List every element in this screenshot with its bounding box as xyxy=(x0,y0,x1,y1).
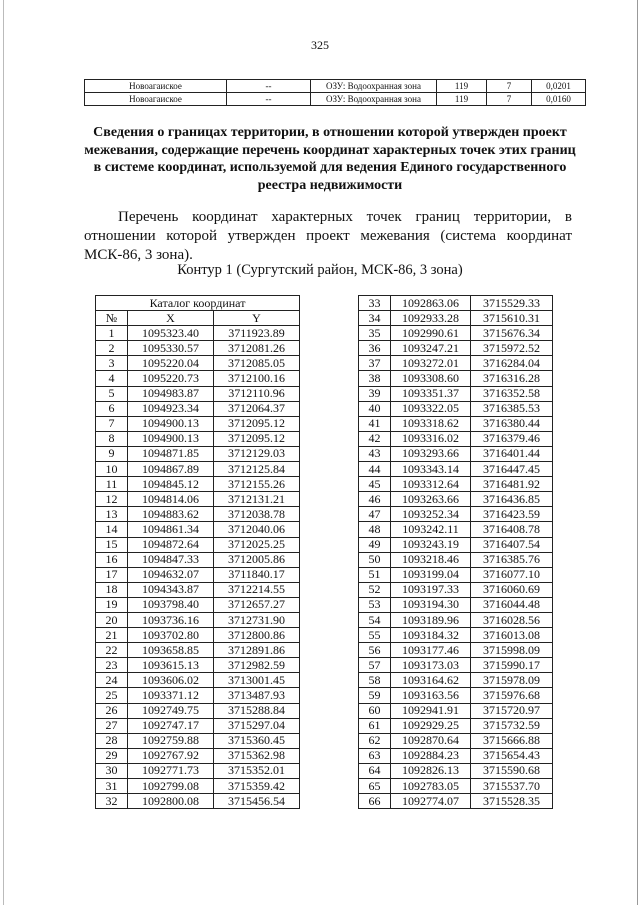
table-row xyxy=(96,763,300,778)
point-number: 7 xyxy=(96,416,128,431)
coordinate-x: 1092800.08 xyxy=(128,794,214,809)
table-row xyxy=(96,673,300,688)
coordinate-y: 3712038.78 xyxy=(214,507,300,522)
coordinate-x: 1093189.96 xyxy=(391,612,471,627)
table-row xyxy=(359,628,553,643)
point-number: 51 xyxy=(359,567,391,582)
coordinate-x: 1093199.04 xyxy=(391,567,471,582)
coordinate-x: 1093702.80 xyxy=(128,628,214,643)
coordinate-x: 1093658.85 xyxy=(128,643,214,658)
coordinate-y: 3716436.85 xyxy=(471,492,553,507)
coordinate-x: 1093798.40 xyxy=(128,597,214,612)
contour-caption: Контур 1 (Сургутский район, МСК-86, 3 зона) xyxy=(177,262,463,278)
table-row xyxy=(359,703,553,718)
point-number: 61 xyxy=(359,718,391,733)
point-number: 34 xyxy=(359,311,391,326)
coordinate-x: 1093318.62 xyxy=(391,416,471,431)
coordinate-x: 1092870.64 xyxy=(391,733,471,748)
point-number: 48 xyxy=(359,522,391,537)
coordinate-x: 1094867.89 xyxy=(128,462,214,477)
table-row xyxy=(96,748,300,763)
table-row xyxy=(359,446,553,461)
coordinate-y: 3715666.88 xyxy=(471,733,553,748)
table-row xyxy=(359,477,553,492)
point-number: 55 xyxy=(359,628,391,643)
coordinate-y: 3715590.68 xyxy=(471,763,553,778)
point-number: 10 xyxy=(96,462,128,477)
point-number: 16 xyxy=(96,552,128,567)
coordinate-x: 1094900.13 xyxy=(128,416,214,431)
table-row xyxy=(96,492,300,507)
coordinate-x: 1093163.56 xyxy=(391,688,471,703)
coordinate-y: 3716060.69 xyxy=(471,582,553,597)
point-number: 9 xyxy=(96,446,128,461)
scan-edge-right xyxy=(637,0,638,905)
coordinate-x: 1093736.16 xyxy=(128,612,214,627)
intro-paragraph: Перечень координат характерных точек границ территории, в отношении которой утвержден проект межевания (система координат МСК-86, 3 зона). xyxy=(84,209,572,263)
column-header-row xyxy=(96,311,300,326)
table-row xyxy=(359,492,553,507)
coordinate-y: 3716385.76 xyxy=(471,552,553,567)
coordinate-x: 1093322.05 xyxy=(391,401,471,416)
coordinate-y: 3715288.84 xyxy=(214,703,300,718)
coordinate-y: 3715529.33 xyxy=(471,296,553,311)
coordinate-x: 1092941.91 xyxy=(391,703,471,718)
table-row xyxy=(96,446,300,461)
point-number: 5 xyxy=(96,386,128,401)
column-number-header: № xyxy=(96,311,128,326)
coordinate-y: 3715720.97 xyxy=(471,703,553,718)
coordinate-y: 3712155.26 xyxy=(214,477,300,492)
point-number: 22 xyxy=(96,643,128,658)
coordinate-y: 3716316.28 xyxy=(471,371,553,386)
coordinate-y: 3712110.96 xyxy=(214,386,300,401)
point-number: 13 xyxy=(96,507,128,522)
table-row xyxy=(96,779,300,794)
point-number: 65 xyxy=(359,779,391,794)
coordinate-x: 1093173.03 xyxy=(391,658,471,673)
point-number: 66 xyxy=(359,794,391,809)
table-row xyxy=(96,371,300,386)
coordinate-x: 1094814.06 xyxy=(128,492,214,507)
coordinate-y: 3716044.48 xyxy=(471,597,553,612)
column-y-header: Y xyxy=(214,311,300,326)
coordinate-y: 3716407.54 xyxy=(471,537,553,552)
point-number: 62 xyxy=(359,733,391,748)
table-row xyxy=(96,401,300,416)
coordinate-y: 3712085.05 xyxy=(214,356,300,371)
coordinate-x: 1092749.75 xyxy=(128,703,214,718)
coordinate-x: 1092863.06 xyxy=(391,296,471,311)
coordinate-x: 1094847.33 xyxy=(128,552,214,567)
coordinate-y: 3712025.25 xyxy=(214,537,300,552)
coordinate-x: 1094845.12 xyxy=(128,477,214,492)
table-row xyxy=(359,597,553,612)
table-cell: ОЗУ: Водоохранная зона xyxy=(311,80,437,93)
table-row xyxy=(359,643,553,658)
coordinate-x: 1094861.34 xyxy=(128,522,214,537)
point-number: 29 xyxy=(96,748,128,763)
coordinate-x: 1093197.33 xyxy=(391,582,471,597)
point-number: 26 xyxy=(96,703,128,718)
coordinate-x: 1092826.13 xyxy=(391,763,471,778)
catalog-header-row xyxy=(96,296,300,311)
point-number: 15 xyxy=(96,537,128,552)
table-row xyxy=(96,628,300,643)
coordinate-x: 1093247.21 xyxy=(391,341,471,356)
point-number: 45 xyxy=(359,477,391,492)
coordinate-y: 3715537.70 xyxy=(471,779,553,794)
coordinate-x: 1094883.62 xyxy=(128,507,214,522)
coordinate-y: 3712731.90 xyxy=(214,612,300,627)
coordinate-x: 1093312.64 xyxy=(391,477,471,492)
coordinate-y: 3715352.01 xyxy=(214,763,300,778)
coordinate-x: 1093371.12 xyxy=(128,688,214,703)
point-number: 31 xyxy=(96,779,128,794)
coordinate-y: 3711923.89 xyxy=(214,326,300,341)
point-number: 19 xyxy=(96,597,128,612)
point-number: 23 xyxy=(96,658,128,673)
point-number: 6 xyxy=(96,401,128,416)
coordinate-x: 1092933.28 xyxy=(391,311,471,326)
coordinate-y: 3715610.31 xyxy=(471,311,553,326)
coordinate-x: 1094872.64 xyxy=(128,537,214,552)
table-row xyxy=(359,673,553,688)
point-number: 41 xyxy=(359,416,391,431)
table-cell: ОЗУ: Водоохранная зона xyxy=(311,93,437,106)
table-row xyxy=(359,537,553,552)
point-number: 24 xyxy=(96,673,128,688)
point-number: 54 xyxy=(359,612,391,627)
point-number: 20 xyxy=(96,612,128,627)
coordinate-y: 3716385.53 xyxy=(471,401,553,416)
coordinate-y: 3716352.58 xyxy=(471,386,553,401)
coordinate-x: 1092771.73 xyxy=(128,763,214,778)
table-row xyxy=(359,794,553,809)
coordinate-y: 3716013.08 xyxy=(471,628,553,643)
coordinate-y: 3712214.55 xyxy=(214,582,300,597)
coordinate-y: 3716077.10 xyxy=(471,567,553,582)
coordinate-x: 1093293.66 xyxy=(391,446,471,461)
coordinate-x: 1094900.13 xyxy=(128,431,214,446)
coordinate-x: 1093316.02 xyxy=(391,431,471,446)
point-number: 37 xyxy=(359,356,391,371)
coordinate-y: 3712064.37 xyxy=(214,401,300,416)
table-row xyxy=(85,93,586,106)
coordinate-y: 3712800.86 xyxy=(214,628,300,643)
coordinate-y: 3715972.52 xyxy=(471,341,553,356)
point-number: 28 xyxy=(96,733,128,748)
table-row xyxy=(96,552,300,567)
table-cell: 119 xyxy=(437,80,487,93)
coordinate-x: 1092759.88 xyxy=(128,733,214,748)
point-number: 8 xyxy=(96,431,128,446)
point-number: 18 xyxy=(96,582,128,597)
coordinate-y: 3713487.93 xyxy=(214,688,300,703)
coordinate-x: 1094871.85 xyxy=(128,446,214,461)
coordinate-y: 3712081.26 xyxy=(214,341,300,356)
table-row xyxy=(96,326,300,341)
table-row xyxy=(96,703,300,718)
coordinate-y: 3716380.44 xyxy=(471,416,553,431)
coordinate-x: 1093243.19 xyxy=(391,537,471,552)
coordinate-y: 3715528.35 xyxy=(471,794,553,809)
table-cell: -- xyxy=(227,93,311,106)
page-number: 325 xyxy=(311,38,329,52)
coordinate-x: 1092929.25 xyxy=(391,718,471,733)
table-row xyxy=(96,507,300,522)
table-row xyxy=(96,462,300,477)
coordinate-y: 3716284.04 xyxy=(471,356,553,371)
coordinate-y: 3712125.84 xyxy=(214,462,300,477)
point-number: 21 xyxy=(96,628,128,643)
coordinate-y: 3715998.09 xyxy=(471,643,553,658)
point-number: 4 xyxy=(96,371,128,386)
table-row xyxy=(96,567,300,582)
section-heading: Сведения о границах территории, в отношении которой утвержден проект межевания, содержащие перечень координат характерных точек этих границ в системе координат, используемой для ведения Единого государственного реестра недвижимости xyxy=(84,125,576,193)
point-number: 2 xyxy=(96,341,128,356)
coordinate-x: 1095220.04 xyxy=(128,356,214,371)
table-row xyxy=(85,80,586,93)
point-number: 64 xyxy=(359,763,391,778)
coordinate-y: 3715297.04 xyxy=(214,718,300,733)
point-number: 39 xyxy=(359,386,391,401)
coordinate-x: 1092990.61 xyxy=(391,326,471,341)
coordinate-y: 3712131.21 xyxy=(214,492,300,507)
point-number: 3 xyxy=(96,356,128,371)
point-number: 47 xyxy=(359,507,391,522)
table-row xyxy=(359,296,553,311)
table-row xyxy=(359,416,553,431)
table-row xyxy=(359,779,553,794)
point-number: 63 xyxy=(359,748,391,763)
point-number: 52 xyxy=(359,582,391,597)
coordinate-y: 3712040.06 xyxy=(214,522,300,537)
point-number: 42 xyxy=(359,431,391,446)
table-cell: Новоагаиское xyxy=(85,93,227,106)
coordinate-y: 3715978.09 xyxy=(471,673,553,688)
coordinate-x: 1093177.46 xyxy=(391,643,471,658)
coordinate-x: 1092783.05 xyxy=(391,779,471,794)
coordinate-x: 1093218.46 xyxy=(391,552,471,567)
coordinate-x: 1095323.40 xyxy=(128,326,214,341)
coordinate-x: 1093606.02 xyxy=(128,673,214,688)
table-cell: 7 xyxy=(487,93,532,106)
point-number: 35 xyxy=(359,326,391,341)
table-row xyxy=(96,537,300,552)
coordinate-y: 3712657.27 xyxy=(214,597,300,612)
coordinate-y: 3716028.56 xyxy=(471,612,553,627)
table-cell: 119 xyxy=(437,93,487,106)
coordinate-y: 3715732.59 xyxy=(471,718,553,733)
table-row xyxy=(359,582,553,597)
table-row xyxy=(96,658,300,673)
table-row xyxy=(359,763,553,778)
coordinate-x: 1092747.17 xyxy=(128,718,214,733)
coordinate-x: 1095220.73 xyxy=(128,371,214,386)
coordinate-x: 1094632.07 xyxy=(128,567,214,582)
column-x-header: X xyxy=(128,311,214,326)
table-row xyxy=(359,552,553,567)
coordinate-x: 1092799.08 xyxy=(128,779,214,794)
coordinate-x: 1094343.87 xyxy=(128,582,214,597)
table-row xyxy=(359,718,553,733)
point-number: 17 xyxy=(96,567,128,582)
coordinate-x: 1093351.37 xyxy=(391,386,471,401)
point-number: 58 xyxy=(359,673,391,688)
point-number: 40 xyxy=(359,401,391,416)
table-cell: 0,0201 xyxy=(532,80,586,93)
point-number: 57 xyxy=(359,658,391,673)
coordinate-x: 1093252.34 xyxy=(391,507,471,522)
coordinate-x: 1092767.92 xyxy=(128,748,214,763)
table-row xyxy=(359,612,553,627)
point-number: 30 xyxy=(96,763,128,778)
coordinate-y: 3715362.98 xyxy=(214,748,300,763)
table-row xyxy=(359,386,553,401)
table-cell: 7 xyxy=(487,80,532,93)
table-row xyxy=(96,688,300,703)
table-row xyxy=(96,341,300,356)
point-number: 27 xyxy=(96,718,128,733)
table-row xyxy=(96,582,300,597)
coordinate-y: 3716447.45 xyxy=(471,462,553,477)
point-number: 36 xyxy=(359,341,391,356)
coordinate-x: 1093164.62 xyxy=(391,673,471,688)
table-row xyxy=(96,386,300,401)
coordinate-y: 3712129.03 xyxy=(214,446,300,461)
coordinate-x: 1093194.30 xyxy=(391,597,471,612)
table-row xyxy=(359,431,553,446)
point-number: 11 xyxy=(96,477,128,492)
coordinates-table-left xyxy=(95,295,300,809)
point-number: 32 xyxy=(96,794,128,809)
coordinate-y: 3716379.46 xyxy=(471,431,553,446)
table-row xyxy=(359,748,553,763)
table-cell: 0,0160 xyxy=(532,93,586,106)
coordinate-y: 3716481.92 xyxy=(471,477,553,492)
coordinate-y: 3711840.17 xyxy=(214,567,300,582)
coordinate-y: 3716401.44 xyxy=(471,446,553,461)
coordinate-x: 1093272.01 xyxy=(391,356,471,371)
coordinate-y: 3715976.68 xyxy=(471,688,553,703)
coordinate-x: 1092884.23 xyxy=(391,748,471,763)
table-row xyxy=(96,612,300,627)
coordinate-y: 3716423.59 xyxy=(471,507,553,522)
point-number: 49 xyxy=(359,537,391,552)
table-row xyxy=(359,326,553,341)
table-row xyxy=(96,733,300,748)
coordinate-y: 3712891.86 xyxy=(214,643,300,658)
coordinate-y: 3712095.12 xyxy=(214,431,300,446)
table-row xyxy=(96,718,300,733)
coordinate-y: 3712100.16 xyxy=(214,371,300,386)
table-row xyxy=(359,688,553,703)
coordinate-x: 1093184.32 xyxy=(391,628,471,643)
point-number: 43 xyxy=(359,446,391,461)
table-row xyxy=(96,522,300,537)
coordinate-x: 1094923.34 xyxy=(128,401,214,416)
table-row xyxy=(359,401,553,416)
coordinate-x: 1092774.07 xyxy=(391,794,471,809)
coordinate-y: 3715359.42 xyxy=(214,779,300,794)
table-row xyxy=(96,416,300,431)
coordinate-y: 3715456.54 xyxy=(214,794,300,809)
table-cell: -- xyxy=(227,80,311,93)
coordinate-x: 1093343.14 xyxy=(391,462,471,477)
coordinate-y: 3715990.17 xyxy=(471,658,553,673)
coordinate-y: 3712005.86 xyxy=(214,552,300,567)
table-row xyxy=(96,431,300,446)
table-row xyxy=(359,371,553,386)
coordinate-y: 3716408.78 xyxy=(471,522,553,537)
coordinate-y: 3713001.45 xyxy=(214,673,300,688)
coordinate-x: 1094983.87 xyxy=(128,386,214,401)
catalog-header: Каталог координат xyxy=(96,296,300,311)
table-cell: Новоагаиское xyxy=(85,80,227,93)
coordinate-y: 3715360.45 xyxy=(214,733,300,748)
point-number: 50 xyxy=(359,552,391,567)
table-row xyxy=(359,733,553,748)
point-number: 33 xyxy=(359,296,391,311)
point-number: 44 xyxy=(359,462,391,477)
point-number: 53 xyxy=(359,597,391,612)
coordinate-x: 1095330.57 xyxy=(128,341,214,356)
point-number: 12 xyxy=(96,492,128,507)
coordinate-y: 3715676.34 xyxy=(471,326,553,341)
point-number: 25 xyxy=(96,688,128,703)
table-row xyxy=(359,522,553,537)
coordinate-x: 1093308.60 xyxy=(391,371,471,386)
table-row xyxy=(359,356,553,371)
coordinate-x: 1093242.11 xyxy=(391,522,471,537)
table-row xyxy=(96,794,300,809)
point-number: 14 xyxy=(96,522,128,537)
coordinate-x: 1093615.13 xyxy=(128,658,214,673)
point-number: 56 xyxy=(359,643,391,658)
point-number: 60 xyxy=(359,703,391,718)
table-row xyxy=(96,597,300,612)
table-row xyxy=(359,311,553,326)
table-row xyxy=(96,643,300,658)
coordinate-y: 3715654.43 xyxy=(471,748,553,763)
table-row xyxy=(359,507,553,522)
top-table xyxy=(84,79,586,106)
point-number: 1 xyxy=(96,326,128,341)
table-row xyxy=(359,567,553,582)
table-row xyxy=(359,658,553,673)
table-row xyxy=(359,462,553,477)
coordinates-table-right xyxy=(358,295,553,809)
coordinate-x: 1093263.66 xyxy=(391,492,471,507)
point-number: 46 xyxy=(359,492,391,507)
coordinate-y: 3712982.59 xyxy=(214,658,300,673)
table-row xyxy=(96,477,300,492)
table-row xyxy=(359,341,553,356)
scan-edge-left xyxy=(3,0,4,905)
point-number: 38 xyxy=(359,371,391,386)
table-row xyxy=(96,356,300,371)
point-number: 59 xyxy=(359,688,391,703)
coordinate-y: 3712095.12 xyxy=(214,416,300,431)
